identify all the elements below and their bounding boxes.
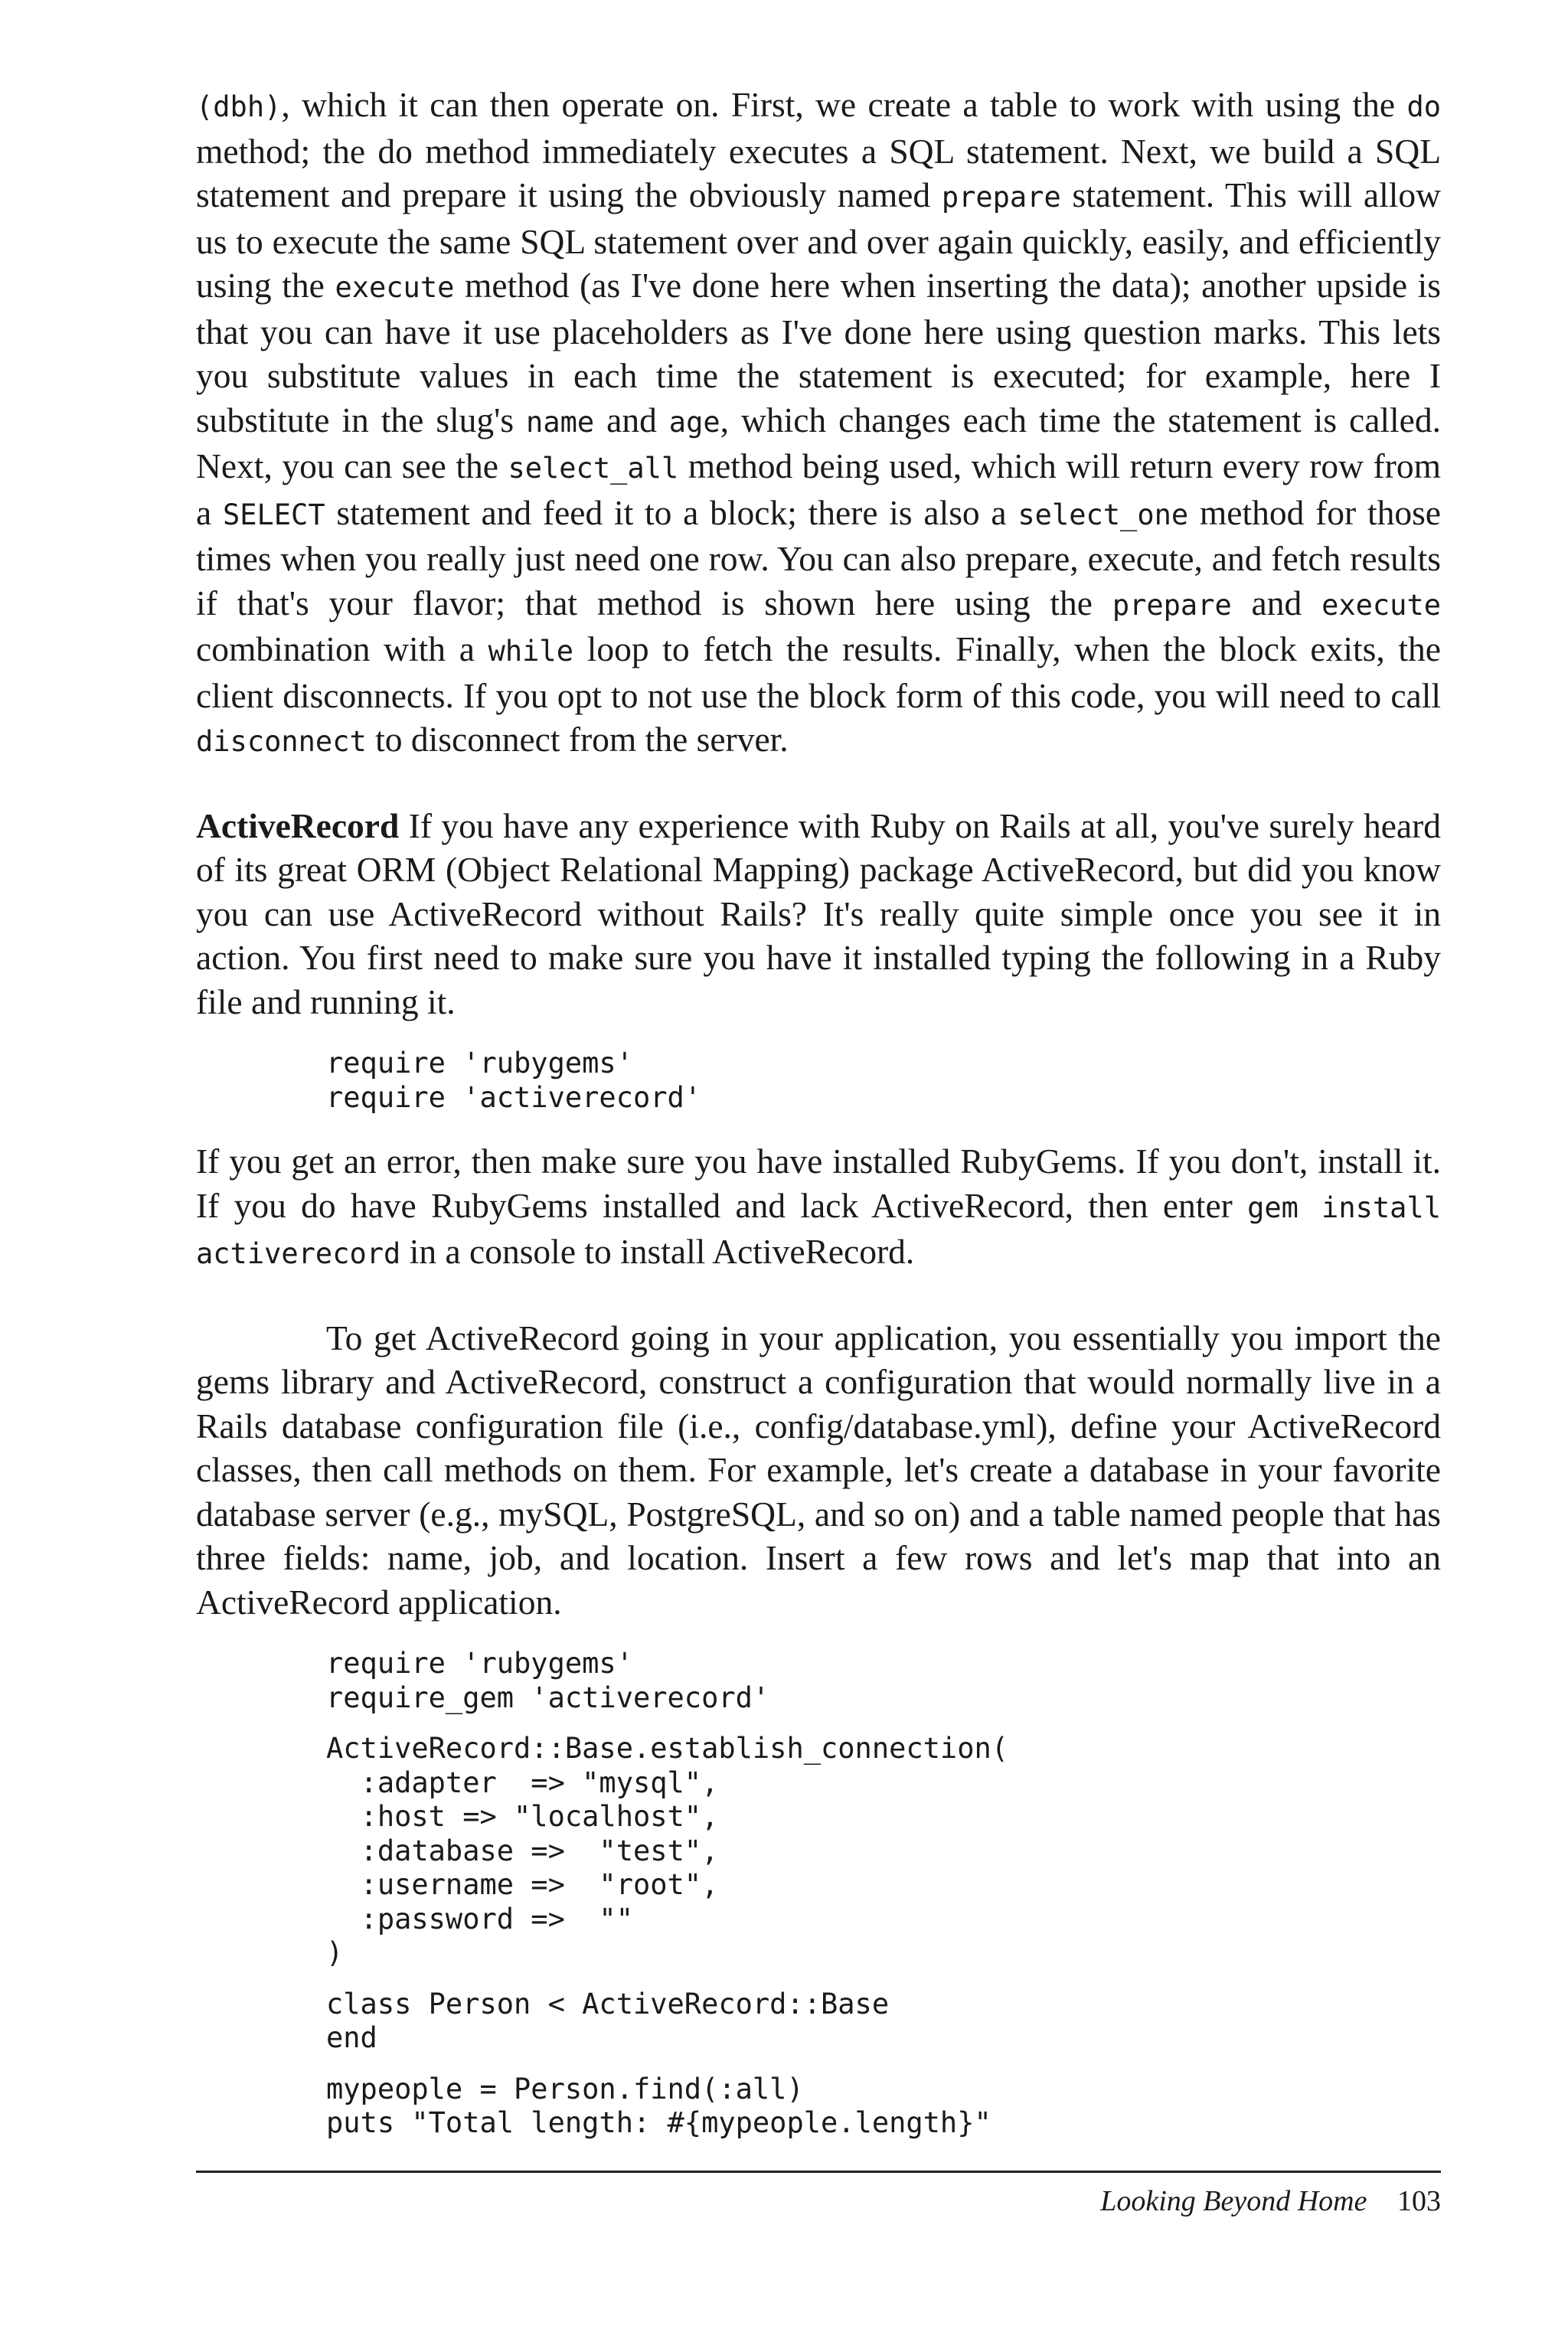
run-in-heading: ActiveRecord [196, 805, 400, 845]
text-run: , which changes each time the statement is called. Next, you can see the [196, 400, 1441, 485]
inline-code: (dbh) [196, 90, 282, 123]
running-footer [196, 2183, 1441, 2220]
text-run: to disconnect from the server. [366, 720, 789, 759]
footer-rule [196, 2171, 1441, 2173]
code-lines: mypeople = Person.find(:all) puts "Total length: #{mypeople.length}" [326, 2072, 991, 2139]
inline-code: SELECT [222, 498, 325, 531]
inline-code: disconnect [196, 725, 367, 758]
page-body [196, 83, 1441, 2141]
code-lines: class Person < ActiveRecord::Base end [326, 1987, 890, 2054]
footer-title: Looking Beyond Home [1100, 2185, 1367, 2217]
inline-code: while [488, 635, 573, 668]
text-run: and [1231, 583, 1322, 622]
inline-code: execute [335, 271, 455, 304]
paragraph-activerecord-intro [196, 804, 1441, 1024]
text-run: To get ActiveRecord going in your application, you essentially you import the gems library and ActiveRecord, construct a configuration that would normally live in a Rails database configuration file (i.e., config/database.yml), define your ActiveRecord classes, then call methods on them. For example, let's create a database in your favorite database server (e.g., mySQL, PostgreSQL, and so on) and a table named people that has three fields: name, job, and location. Insert a few rows and let's map that into an ActiveRecord application. [196, 1318, 1441, 1622]
code-lines: require 'rubygems' require_gem 'activerecord' [326, 1647, 770, 1714]
text-run: loop to fetch the results. Finally, when the block exits, the client disconnects. If you opt to not use the block form of this code, you will need to call [196, 629, 1441, 715]
inline-code: gem install activerecord [196, 1191, 1441, 1270]
text-run: If you get an error, then make sure you have installed RubyGems. If you don't, install it. If you do have RubyGems installed and lack ActiveRecord, then enter [196, 1142, 1441, 1225]
paragraph-dbi-explanation [196, 83, 1441, 764]
text-run: If you have any experience with Ruby on Rails at all, you've surely heard of its great ORM (Object Relational Mapping) package ActiveRecord, but did you know you can use ActiveRecord without Rails? It's really quite simple once you see it in action. You first need to make sure you have it installed typing the following in a Ruby file and running it. [196, 805, 1441, 1021]
text-run: statement. This will allow us to execute the same SQL statement over and over again quickly, easily, and efficiently using the [196, 175, 1442, 305]
page-number: 103 [1397, 2185, 1441, 2217]
inline-code: prepare [941, 181, 1061, 214]
code-block-require [196, 1047, 1441, 1115]
text-run: statement and feed it to a block; there is also a [325, 492, 1018, 532]
inline-code: age [668, 405, 720, 439]
text-run: in a console to install ActiveRecord. [400, 1232, 915, 1271]
inline-code: name [526, 405, 595, 439]
text-run: combination with a [196, 629, 488, 668]
inline-code: execute [1321, 588, 1441, 622]
inline-code: do [1406, 90, 1441, 123]
text-run: and [594, 400, 669, 439]
code-block-activerecord-example [196, 1647, 1441, 2141]
text-run: method for those times when you really just need one row. You can also prepare, execute, and fetch results if that's your flavor; that method is shown here using the [196, 492, 1441, 622]
inline-code: select_one [1018, 498, 1189, 531]
paragraph-activerecord-setup [196, 1316, 1441, 1625]
text-run: , which it can then operate on. First, we create a table to work with using the [281, 85, 1407, 124]
code-lines: ActiveRecord::Base.establish_connection( :adapter => "mysql", :host => "localhost", :database => "test", :username => "root", :password => "" ) [326, 1732, 1009, 1969]
text-run: method; the do method immediately executes a SQL statement. Next, we build a SQL statement and prepare it using the obviously named [196, 131, 1441, 214]
inline-code: prepare [1112, 588, 1232, 622]
code-lines: require 'rubygems' require 'activerecord' [326, 1047, 702, 1114]
paragraph-install-note [196, 1139, 1441, 1276]
inline-code: select_all [508, 452, 679, 485]
text-run: method being used, which will return every row from a [196, 446, 1441, 532]
text-run: method (as I've done here when inserting the data); another upside is that you can have it use placeholders as I've done here using question marks. This lets you substitute values in each time the statement is executed; for example, here I substitute in the slug's [196, 266, 1441, 439]
